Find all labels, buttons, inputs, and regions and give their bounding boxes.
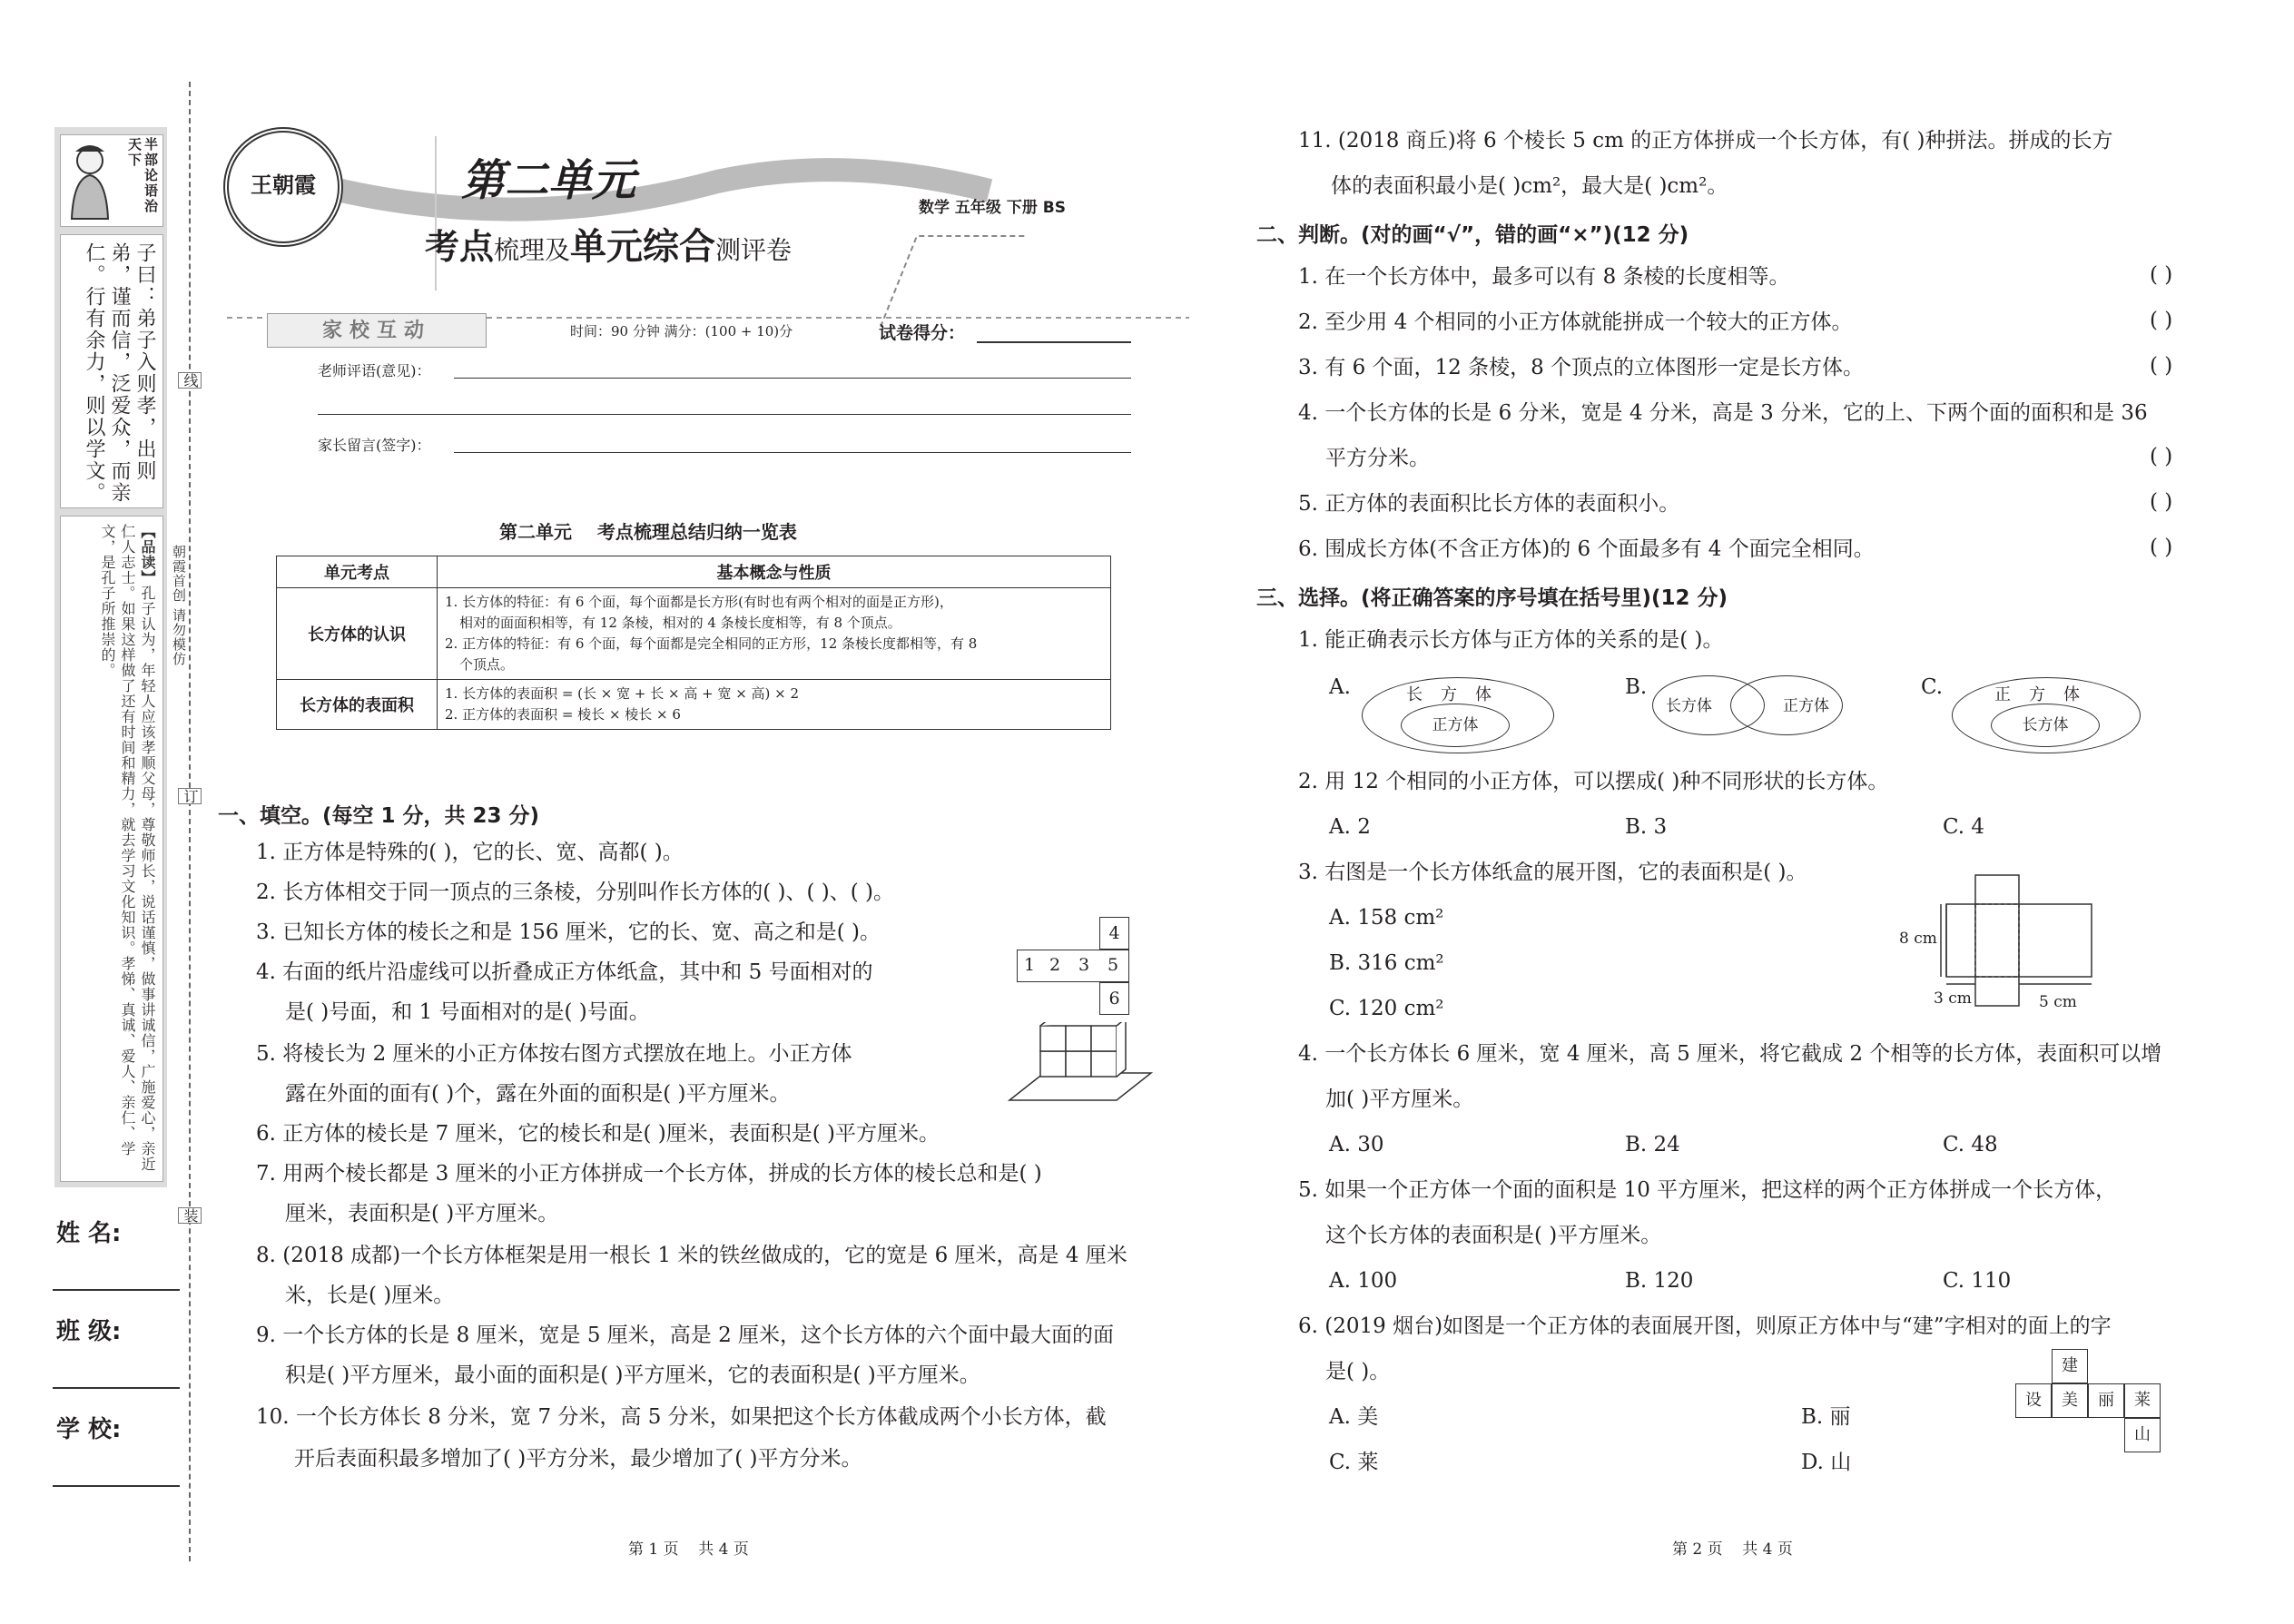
choice-q4-cont: 加( )平方厘米。 bbox=[1325, 1088, 1474, 1111]
concept-line: 1. 长方体的表面积 = (长 × 宽 + 长 × 高 + 宽 × 高) × 2 bbox=[445, 685, 800, 702]
venn-c-inner: 长方体 bbox=[1991, 704, 2100, 747]
table-header-row bbox=[277, 556, 1111, 588]
cube-net-figure bbox=[1017, 917, 1153, 1017]
judge-q2: 2. 至少用 4 个相同的小正方体就能拼成一个较大的正方体。 bbox=[1298, 310, 1853, 334]
fill-q9-cont: 积是( )平方厘米，最小面的面积是( )平方厘米，它的表面积是( )平方厘米。 bbox=[285, 1363, 980, 1387]
parent-comment-input[interactable] bbox=[454, 452, 1131, 453]
table-row bbox=[277, 680, 1111, 730]
judge-q4: 4. 一个长方体的长是 6 分米，宽是 4 分米，高是 3 分米，它的上、下两个面的面积和是 36 bbox=[1298, 401, 2148, 425]
fill-q3: 3. 已知长方体的棱长之和是 156 厘米，它的长、宽、高之和是( )。 bbox=[256, 920, 881, 944]
confucius-badge bbox=[60, 134, 163, 227]
c4-opt-a: A. 30 bbox=[1329, 1133, 1384, 1156]
fill-q6: 6. 正方体的棱长是 7 厘米，它的棱长和是( )厘米，表面积是( )平方厘米。 bbox=[256, 1122, 940, 1146]
c1-opt-a: A. bbox=[1329, 675, 1351, 699]
school-label: 学 校: bbox=[56, 1416, 122, 1443]
net-num-5: 5 bbox=[1108, 955, 1119, 975]
score-input[interactable] bbox=[977, 341, 1131, 343]
fill-q9: 9. 一个长方体的长是 8 厘米，宽是 5 厘米，高是 2 厘米，这个长方体的六个面中最大面的面 bbox=[256, 1324, 1115, 1347]
name-label: 姓 名: bbox=[56, 1220, 122, 1247]
c5-opt-b: B. 120 bbox=[1625, 1269, 1694, 1293]
page-number-right: 第 2 页 共 4 页 bbox=[1672, 1540, 1793, 1559]
fill-q5-cont: 露在外面的面有( )个，露在外面的面积是( )平方厘米。 bbox=[285, 1082, 791, 1106]
table-header-topic: 单元考点 bbox=[277, 556, 438, 588]
choice-q2: 2. 用 12 个相同的小正方体，可以摆成( )种不同形状的长方体。 bbox=[1298, 770, 1889, 793]
fill-q7: 7. 用两个棱长都是 3 厘米的小正方体拼成一个长方体，拼成的长方体的棱长总和是( ) bbox=[256, 1162, 1042, 1186]
fill-q5: 5. 将棱长为 2 厘米的小正方体按右图方式摆放在地上。小正方体 bbox=[256, 1042, 852, 1066]
venn-a-inner: 正方体 bbox=[1401, 704, 1510, 747]
sidebar-panel bbox=[54, 127, 167, 1187]
concept-line: 1. 长方体的特征：有 6 个面，每个面都是长方形(有时也有两个相对的面是正方形)， bbox=[445, 594, 953, 610]
teacher-comment-input[interactable] bbox=[454, 378, 1131, 379]
judge-heading: 二、判断。(对的画“√”，错的画“×”)(12 分) bbox=[1256, 223, 1689, 247]
venn-b-left: 长方体 bbox=[1652, 675, 1765, 735]
judge-q3: 3. 有 6 个面，12 条棱，8 个顶点的立体图形一定是长方体。 bbox=[1298, 356, 1865, 379]
concept-line: 2. 正方体的表面积 = 棱长 × 棱长 × 6 bbox=[445, 706, 681, 723]
fill-q4-cont: 是( )号面，和 1 号面相对的是( )号面。 bbox=[285, 1000, 650, 1024]
c6-opt-d: D. 山 bbox=[1801, 1451, 1852, 1474]
page-number-left: 第 1 页 共 4 页 bbox=[628, 1540, 749, 1559]
venn-b-right: 正方体 bbox=[1730, 675, 1843, 735]
fill-q4: 4. 右面的纸片沿虚线可以折叠成正方体纸盒，其中和 5 号面相对的 bbox=[256, 960, 873, 984]
top-label: 半部论语治天下 bbox=[126, 137, 159, 214]
reading-box bbox=[60, 516, 163, 1182]
c5-opt-c: C. 110 bbox=[1943, 1269, 2012, 1293]
net-char-lai: 莱 bbox=[2124, 1383, 2161, 1418]
venn-c-outer bbox=[1952, 677, 2141, 753]
net-char-set: 设 bbox=[2015, 1383, 2052, 1418]
reading-text bbox=[97, 524, 157, 1177]
c2-opt-a: A. 2 bbox=[1329, 815, 1371, 839]
fill-q7-cont: 厘米，表面积是( )平方厘米。 bbox=[285, 1202, 559, 1225]
venn-a-outer-label: 长方体 bbox=[1406, 685, 1510, 704]
brand-logo bbox=[223, 127, 343, 247]
unit-title: 第二单元 bbox=[461, 155, 636, 206]
teacher-comment-line2 bbox=[318, 414, 1131, 415]
c3-opt-a: A. 158 cm² bbox=[1329, 906, 1444, 930]
class-label: 班 级: bbox=[56, 1318, 122, 1345]
brand-text: 王朝霞 bbox=[251, 172, 316, 198]
net-num-3: 3 bbox=[1078, 955, 1090, 975]
box-dim-width: 3 cm bbox=[1934, 989, 1972, 1008]
summary-title: 第二单元 考点梳理总结归纳一览表 bbox=[499, 521, 797, 543]
c3-opt-c: C. 120 cm² bbox=[1329, 997, 1444, 1020]
subtitle bbox=[425, 218, 792, 270]
table-header-concept: 基本概念与性质 bbox=[438, 556, 1111, 588]
choice-q1: 1. 能正确表示长方体与正方体的关系的是( )。 bbox=[1298, 628, 1724, 652]
c6-opt-c: C. 莱 bbox=[1329, 1451, 1379, 1474]
net-char-li: 丽 bbox=[2088, 1383, 2124, 1418]
time-score: 时间：90 分钟 满分：(100 + 10)分 bbox=[570, 323, 793, 340]
concept-line: 2. 正方体的特征：有 6 个面，每个面都是完全相同的正方形，12 条棱长度都相等，有 8 bbox=[445, 635, 978, 652]
judge-answer-1[interactable]: ( ) bbox=[2150, 263, 2173, 287]
name-input[interactable] bbox=[53, 1289, 180, 1291]
box-dim-length: 5 cm bbox=[2039, 993, 2077, 1011]
net-num-2: 2 bbox=[1049, 955, 1061, 975]
fill-q8: 8. (2018 成都)一个长方体框架是用一根长 1 米的铁丝做成的，它的宽是 6 厘米，高是 4 厘米 bbox=[256, 1244, 1127, 1267]
topic-cell: 长方体的表面积 bbox=[277, 680, 438, 730]
quote-box bbox=[60, 234, 163, 508]
judge-q1: 1. 在一个长方体中，最多可以有 8 条棱的长度相等。 bbox=[1298, 265, 1790, 289]
q11: 11. (2018 商丘)将 6 个棱长 5 cm 的正方体拼成一个长方体，有( )种拼法。拼成的长方 bbox=[1298, 129, 2113, 153]
parent-comment-label: 家长留言(签字)： bbox=[318, 437, 431, 454]
fill-q1: 1. 正方体是特殊的( )，它的长、宽、高都( )。 bbox=[256, 841, 684, 864]
concept-line: 个顶点。 bbox=[459, 656, 515, 673]
concept-cell bbox=[438, 588, 1111, 680]
subtitle-b: 梳理及 bbox=[494, 235, 571, 265]
cut-label-line: 线 bbox=[178, 372, 202, 389]
concept-cell bbox=[438, 680, 1111, 730]
fill-q8-cont: 米，长是( )厘米。 bbox=[285, 1284, 455, 1307]
topic-cell: 长方体的认识 bbox=[277, 588, 438, 680]
choice-q5: 5. 如果一个正方体一个面的面积是 10 平方厘米，把这样的两个正方体拼成一个长方体， bbox=[1298, 1178, 2117, 1202]
confucius-icon bbox=[63, 139, 117, 222]
judge-q4-cont: 平方分米。 bbox=[1325, 447, 1430, 470]
venn-a-outer bbox=[1362, 677, 1554, 753]
table-row bbox=[277, 588, 1111, 680]
c4-opt-c: C. 48 bbox=[1943, 1133, 1998, 1156]
class-input[interactable] bbox=[53, 1387, 180, 1389]
net-char-build: 建 bbox=[2052, 1349, 2088, 1383]
choice-heading: 三、选择。(将正确答案的序号填在括号里)(12 分) bbox=[1256, 586, 1728, 610]
cut-label-order: 订 bbox=[178, 788, 202, 804]
c6-opt-b: B. 丽 bbox=[1801, 1405, 1851, 1429]
judge-answer-4[interactable]: ( ) bbox=[2150, 445, 2173, 468]
choice-q3: 3. 右图是一个长方体纸盒的展开图，它的表面积是( )。 bbox=[1298, 861, 1807, 884]
fill-q2: 2. 长方体相交于同一顶点的三条棱，分别叫作长方体的( )、( )、( )。 bbox=[256, 881, 895, 904]
judge-answer-3[interactable]: ( ) bbox=[2150, 354, 2173, 378]
c1-opt-c: C. bbox=[1921, 675, 1944, 699]
score-label: 试卷得分： bbox=[879, 323, 966, 343]
quote-text: 子曰：弟子入则孝，出则弟，谨而信，泛爱众，而亲仁。行有余力，则以学文。 bbox=[83, 242, 156, 504]
copyright-note: 朝霞首创 请勿模仿 bbox=[171, 545, 187, 666]
fill-heading: 一、填空。(每空 1 分，共 23 分) bbox=[218, 804, 540, 828]
judge-answer-5[interactable]: ( ) bbox=[2150, 490, 2173, 514]
summary-table bbox=[276, 556, 1111, 730]
subtitle-a: 考点 bbox=[425, 227, 495, 267]
fill-q10: 10. 一个长方体长 8 分米，宽 7 分米，高 5 分米，如果把这个长方体截成两个小长方体，截 bbox=[256, 1405, 1107, 1429]
concept-line: 相对的面面积相等，有 12 条棱，相对的 4 条棱长度相等，有 8 个顶点。 bbox=[459, 615, 901, 631]
net-num-4: 4 bbox=[1099, 917, 1129, 950]
reading-label: 【品读】 bbox=[139, 524, 156, 586]
stacked-cubes-figure bbox=[1008, 1022, 1153, 1104]
net-char-shan: 山 bbox=[2124, 1418, 2161, 1452]
choice-q6: 6. (2019 烟台)如图是一个正方体的表面展开图，则原正方体中与“建”字相对的面上的字 bbox=[1298, 1314, 2112, 1338]
judge-q5: 5. 正方体的表面积比长方体的表面积小。 bbox=[1298, 492, 1680, 516]
c2-opt-b: B. 3 bbox=[1625, 815, 1668, 839]
c1-opt-b: B. bbox=[1625, 675, 1648, 699]
c4-opt-b: B. 24 bbox=[1625, 1133, 1680, 1156]
box-dim-height: 8 cm bbox=[1899, 930, 1937, 948]
teacher-comment-label: 老师评语(意见)： bbox=[318, 362, 431, 379]
subtitle-c: 单元综合 bbox=[570, 226, 716, 268]
c5-opt-a: A. 100 bbox=[1329, 1269, 1398, 1293]
net-num-6: 6 bbox=[1099, 982, 1129, 1015]
school-input[interactable] bbox=[53, 1485, 180, 1487]
c2-opt-c: C. 4 bbox=[1943, 815, 1985, 839]
c6-opt-a: A. 美 bbox=[1329, 1405, 1379, 1429]
choice-q5-cont: 这个长方体的表面积是( )平方厘米。 bbox=[1325, 1224, 1662, 1247]
net-char-mei: 美 bbox=[2052, 1383, 2088, 1418]
net-num-1: 1 bbox=[1024, 955, 1036, 975]
judge-answer-6[interactable]: ( ) bbox=[2150, 536, 2173, 559]
subject-meta: 数学 五年级 下册 BS bbox=[919, 199, 1066, 217]
choice-q4: 4. 一个长方体长 6 厘米，宽 4 厘米，高 5 厘米，将它截成 2 个相等的长方体，表面积可以增 bbox=[1298, 1042, 2162, 1066]
judge-q6: 6. 围成长方体(不含正方体)的 6 个面最多有 4 个面完全相同。 bbox=[1298, 537, 1875, 561]
q11-cont: 体的表面积最小是( )cm²，最大是( )cm²。 bbox=[1331, 174, 1728, 198]
char-net-figure bbox=[2015, 1349, 2161, 1458]
c3-opt-b: B. 316 cm² bbox=[1329, 951, 1444, 975]
cut-label-bind: 装 bbox=[178, 1207, 202, 1224]
subtitle-d: 测评卷 bbox=[715, 235, 793, 265]
reading-body: 孔子认为，年轻人应该孝顺父母，尊敬师长，说话谨慎，做事讲诚信，广施爱心，亲近仁人志士。如果这样做了还有时间和精力，就去学习文化知识。孝悌、真诚、爱人、亲仁、学文，是孔子所推崇的。 bbox=[99, 524, 156, 1172]
home-school-badge: 家校互动 bbox=[267, 313, 487, 348]
judge-answer-2[interactable]: ( ) bbox=[2150, 309, 2173, 332]
choice-q6-cont: 是( )。 bbox=[1325, 1360, 1391, 1383]
cut-line bbox=[189, 82, 191, 1561]
fill-q10-cont: 开后表面积最多增加了( )平方分米，最少增加了( )平方分米。 bbox=[294, 1447, 862, 1471]
venn-c-outer-label: 正方体 bbox=[1994, 685, 2098, 704]
